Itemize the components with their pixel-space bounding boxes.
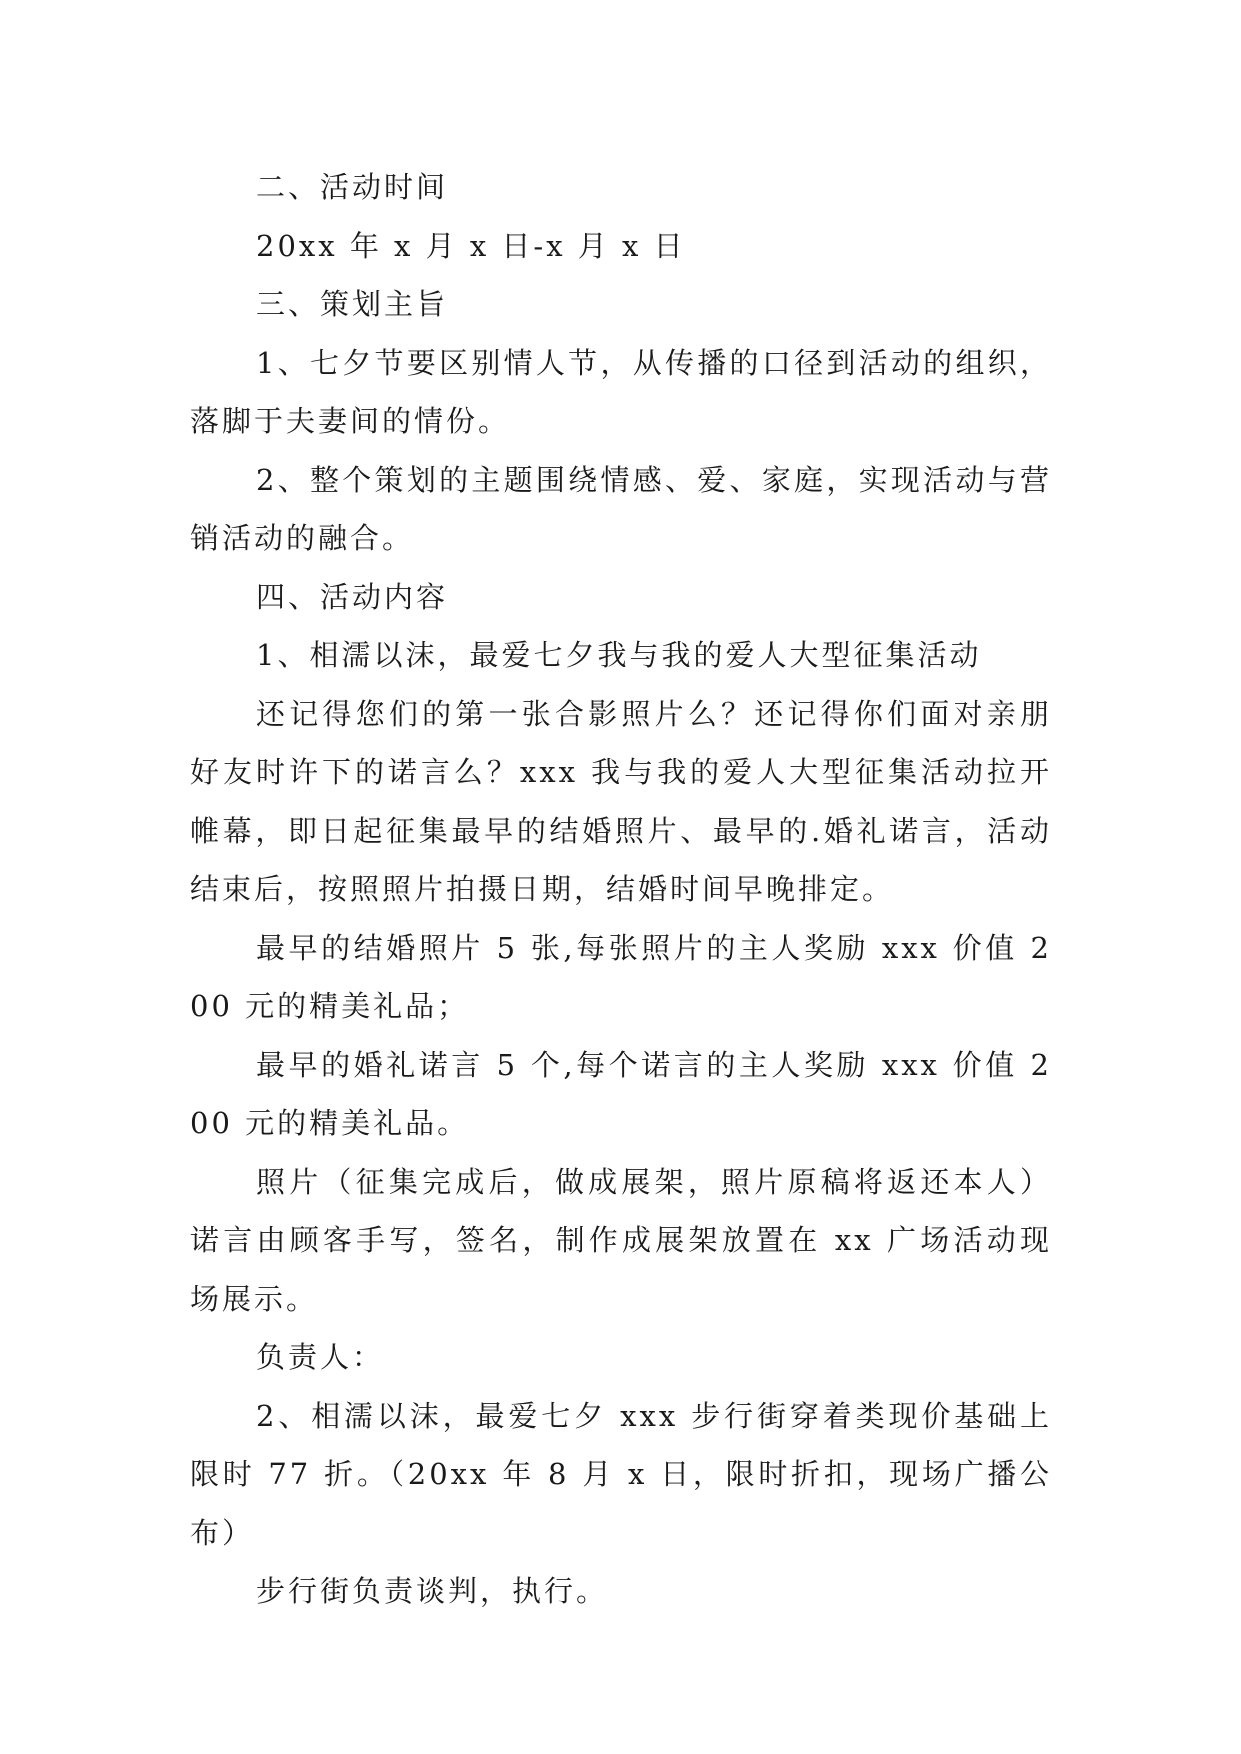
display-note: 照片（征集完成后，做成展架，照片原稿将返还本人）诺言由顾客手写，签名，制作成展架放置在 xx 广场活动现场展示。 bbox=[190, 1164, 1052, 1316]
document-body bbox=[190, 158, 1052, 1621]
negotiation-note: 步行街负责谈判，执行。 bbox=[256, 1574, 609, 1608]
heading-activity-time: 二、活动时间 bbox=[256, 170, 449, 204]
heading-activity-content: 四、活动内容 bbox=[256, 579, 449, 614]
activity-date-range: 20xx 年 x 月 x 日-x 月 x 日 bbox=[256, 228, 686, 263]
reward-photos: 最早的结婚照片 5 张,每张照片的主人奖励 xxx 价值 200 元的精美礼品； bbox=[190, 930, 1052, 1023]
content-item-1-description: 还记得您们的第一张合影照片么？还记得你们面对亲朋好友时许下的诺言么？xxx 我与我的爱人大型征集活动拉开帷幕，即日起征集最早的结婚照片、最早的.婚礼诺言，活动结束后，按照照片拍摄日期，结婚时间早晚排定。 bbox=[190, 696, 1052, 906]
person-in-charge: 负责人： bbox=[256, 1340, 385, 1374]
heading-planning-purpose: 三、策划主旨 bbox=[256, 287, 449, 321]
purpose-item-2: 2、整个策划的主题围绕情感、爱、家庭，实现活动与营销活动的融合。 bbox=[190, 462, 1052, 555]
purpose-item-1: 1、七夕节要区别情人节，从传播的口径到活动的组织，落脚于夫妻间的情份。 bbox=[190, 345, 1052, 438]
content-item-1-title: 1、相濡以沫，最爱七夕我与我的爱人大型征集活动 bbox=[256, 638, 982, 672]
reward-vows: 最早的婚礼诺言 5 个,每个诺言的主人奖励 xxx 价值 200 元的精美礼品。 bbox=[190, 1047, 1052, 1140]
content-item-2: 2、相濡以沫，最爱七夕 xxx 步行街穿着类现价基础上限时 77 折。（20xx 年 8 月 x 日，限时折扣，现场广播公布） bbox=[190, 1398, 1052, 1550]
